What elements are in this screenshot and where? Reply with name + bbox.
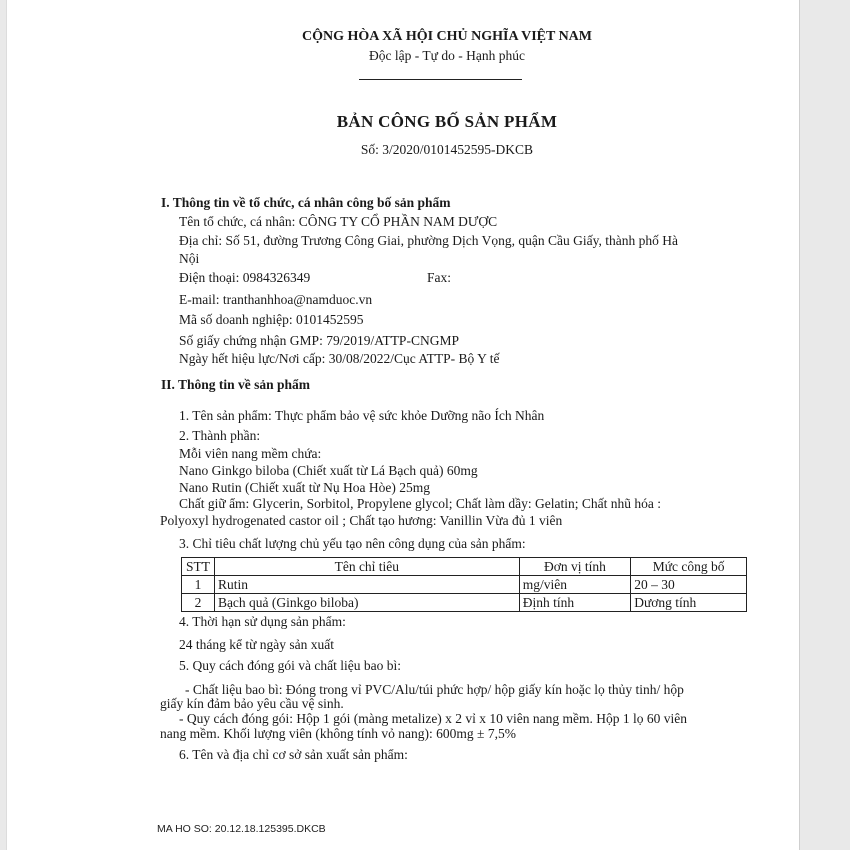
ingredient-ginkgo: Nano Ginkgo biloba (Chiết xuất từ Lá Bạch quả) 60mg bbox=[179, 463, 478, 478]
tax-code: Mã số doanh nghiệp: 0101452595 bbox=[179, 312, 364, 327]
dossier-code: MA HO SO: 20.12.18.125395.DKCB bbox=[157, 823, 326, 835]
quality-criteria-heading: 3. Chỉ tiêu chất lượng chủ yếu tạo nên công dụng của sản phẩm: bbox=[179, 536, 526, 551]
email: E-mail: tranthanhhoa@namduoc.vn bbox=[179, 292, 373, 307]
row-criterion: Rutin bbox=[214, 576, 519, 594]
row-criterion: Bạch quả (Ginkgo biloba) bbox=[214, 594, 519, 612]
document-title: BẢN CÔNG BỐ SẢN PHẨM bbox=[336, 112, 558, 131]
quality-criteria-table bbox=[181, 557, 747, 612]
row-declared-level: 20 – 30 bbox=[631, 576, 747, 594]
packaging-heading: 5. Quy cách đóng gói và chất liệu bao bì: bbox=[179, 658, 401, 673]
packaging-spec-line2: nang mềm. Khối lượng viên (không tính vỏ nang): 600mg ± 7,5% bbox=[160, 726, 516, 741]
nation-heading: CỘNG HÒA XÃ HỘI CHỦ NGHĨA VIỆT NAM bbox=[301, 29, 592, 44]
per-capsule: Mỗi viên nang mềm chứa: bbox=[179, 446, 322, 461]
address-line1: Địa chỉ: Số 51, đường Trương Công Giai, phường Dịch Vọng, quận Cầu Giấy, thành phố Hà bbox=[179, 233, 678, 248]
row-stt: 2 bbox=[182, 594, 215, 612]
org-name: Tên tổ chức, cá nhân: CÔNG TY CỔ PHẦN NAM DƯỢC bbox=[179, 214, 498, 229]
header-divider bbox=[359, 79, 522, 80]
packaging-spec-line1: - Quy cách đóng gói: Hộp 1 gói (màng metalize) x 2 vỉ x 10 viên nang mềm. Hộp 1 lọ 60 viên bbox=[179, 711, 688, 726]
row-unit: Định tính bbox=[519, 594, 631, 612]
motto: Độc lập - Tự do - Hạnh phúc bbox=[369, 48, 525, 63]
excipients-line1: Chất giữ ẩm: Glycerin, Sorbitol, Propylene glycol; Chất làm dầy: Gelatin; Chất nhũ hóa : bbox=[179, 496, 661, 511]
packaging-material-line1: - Chất liệu bao bì: Đóng trong vỉ PVC/Alu/túi phức hợp/ hộp giấy kín hoặc lọ thủy tinh/ hộp bbox=[185, 682, 684, 697]
document-number: Số: 3/2020/0101452595-DKCB bbox=[360, 142, 534, 157]
packaging-material-line2: giấy kín đảm bảo yêu cầu vệ sinh. bbox=[160, 696, 344, 711]
row-stt: 1 bbox=[182, 576, 215, 594]
gmp-number: Số giấy chứng nhận GMP: 79/2019/ATTP-CNGMP bbox=[179, 333, 459, 348]
ingredient-rutin: Nano Rutin (Chiết xuất từ Nụ Hoa Hòe) 25mg bbox=[179, 480, 431, 495]
row-unit: mg/viên bbox=[519, 576, 631, 594]
header-unit: Đơn vị tính bbox=[519, 558, 631, 576]
row-declared-level: Dương tính bbox=[631, 594, 747, 612]
header-criterion: Tên chỉ tiêu bbox=[214, 558, 519, 576]
section1-heading: I. Thông tin về tổ chức, cá nhân công bố sản phẩm bbox=[161, 195, 451, 210]
composition-heading: 2. Thành phần: bbox=[179, 428, 261, 443]
excipients-line2: Polyoxyl hydrogenated castor oil ; Chất tạo hương: Vanillin Vừa đủ 1 viên bbox=[160, 513, 563, 528]
phone: Điện thoại: 0984326349 bbox=[179, 270, 311, 285]
table-header-row bbox=[182, 558, 747, 576]
header-stt: STT bbox=[182, 558, 215, 576]
table-row bbox=[182, 576, 747, 594]
address-line2: Nội bbox=[179, 251, 200, 266]
shelf-life: 24 tháng kể từ ngày sản xuất bbox=[179, 637, 335, 652]
section2-heading: II. Thông tin về sản phẩm bbox=[161, 377, 311, 392]
shelf-life-heading: 4. Thời hạn sử dụng sản phẩm: bbox=[179, 614, 346, 629]
gmp-expiry: Ngày hết hiệu lực/Nơi cấp: 30/08/2022/Cục ATTP- Bộ Y tế bbox=[179, 351, 500, 366]
table-row bbox=[182, 594, 747, 612]
document-page bbox=[6, 0, 800, 850]
manufacturer-heading: 6. Tên và địa chỉ cơ sở sản xuất sản phẩm: bbox=[179, 747, 408, 762]
header-declared-level: Mức công bố bbox=[631, 558, 747, 576]
product-name: 1. Tên sản phẩm: Thực phẩm bảo vệ sức khỏe Dưỡng não Ích Nhân bbox=[179, 408, 545, 423]
fax: Fax: bbox=[427, 270, 452, 285]
